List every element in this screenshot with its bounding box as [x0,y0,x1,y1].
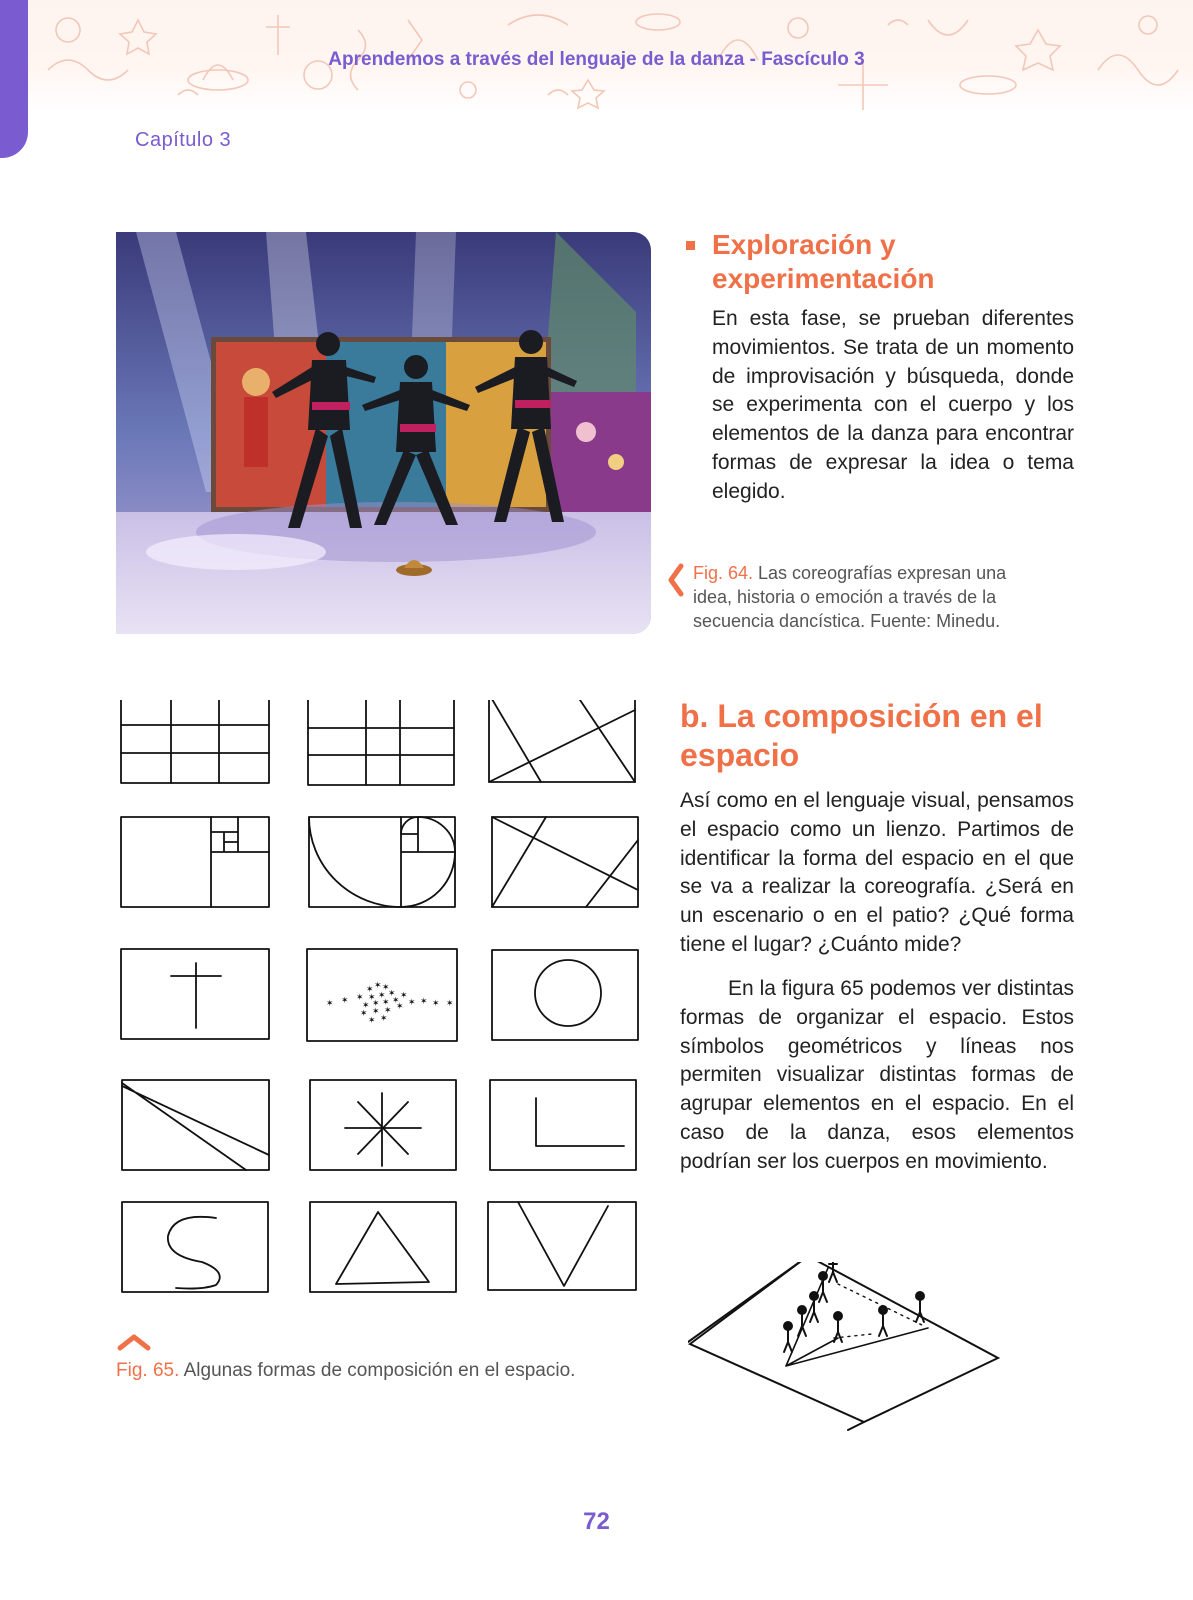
stage-formation-sketch [688,1262,1008,1432]
cross-diagram [121,949,269,1039]
composition-paragraph-2: En la figura 65 podemos ver distintas formas de organizar el espacio. Estos símbolos geométricos y líneas nos permiten visualizar distintas formas de agrupar elementos en el espacio. En el caso de la danza, esos elementos podrían ser los cuerpos en movimiento. [680,977,1074,1173]
chapter-tab-marker [0,0,28,158]
svg-text:✶: ✶ [380,1014,388,1024]
fig65-label: Fig. 65. [116,1360,180,1381]
s-curve-diagram [122,1202,268,1292]
booklet-title: Aprendemos a través del lenguaje de la danza - Fascículo 3 [328,49,865,70]
page-number: 72 [583,1508,610,1535]
grid-3x3-diagram [121,700,269,783]
section-bullet [686,241,695,250]
corner-angle-diagram [490,1080,636,1170]
composition-paragraph-1: Así como en el lenguaje visual, pensamos el espacio como un lienzo. Partimos de identificar la forma del espacio en el que se va a realizar la coreografía. ¿Será en un escenario o en el patio? ¿Qué forma tiene el lugar? ¿Cuánto mide? [680,789,1074,956]
svg-text:✶: ✶ [372,1007,380,1017]
converging-lines-diagram [122,1080,269,1170]
circle-diagram [492,950,638,1040]
crossing-diagonals-diagram [489,700,635,782]
fig64-text: Las coreografías expresan una idea, historia o emoción a través de la secuencia dancística. Fuente: Minedu. [693,563,1007,631]
chevron-up-icon [117,1333,151,1351]
golden-rectangle-diagram [121,817,269,907]
svg-text:✶: ✶ [372,999,380,1009]
dance-performance-photo [116,232,651,634]
composition-heading: b. La composición en el espacio [680,698,1043,773]
svg-text:✶: ✶ [374,981,382,991]
svg-text:✶: ✶ [356,993,364,1003]
svg-text:✶: ✶ [360,1009,368,1019]
chapter-label: Capítulo 3 [135,129,232,151]
chevron-left-icon [667,563,685,597]
fig64-label: Fig. 64. [693,563,754,583]
svg-text:✶: ✶ [368,1016,376,1026]
dancer-figure [879,1306,887,1336]
golden-spiral-diagram [309,817,455,907]
svg-text:✶: ✶ [366,985,374,995]
composition-diagrams [116,700,656,1330]
fig64-caption [693,561,1048,633]
exploration-heading: Exploración y experimentación [712,229,935,294]
svg-text:✶: ✶ [432,999,440,1009]
svg-text:✶: ✶ [341,996,349,1006]
dancer-figure [916,1292,924,1322]
dancer-figure [784,1322,792,1352]
fig65-text: Algunas formas de composición en el espacio. [179,1360,576,1381]
radial-star-diagram [310,1080,456,1170]
svg-text:✶: ✶ [388,989,396,999]
grid-3x3-irregular-diagram [308,700,454,785]
svg-text:✶: ✶ [362,1001,370,1011]
svg-text:✶: ✶ [446,999,454,1009]
svg-text:✶: ✶ [326,999,334,1009]
svg-text:✶: ✶ [378,991,386,1001]
svg-text:✶: ✶ [400,991,408,1001]
svg-text:✶: ✶ [368,993,376,1003]
svg-text:✶: ✶ [382,998,390,1008]
exploration-paragraph: En esta fase, se prueban diferentes movimientos. Se trata de un momento de improvisación y búsqueda, donde se experimenta con el cuerpo y los elementos de la danza para encontrar formas de expresar la idea o tema elegido. [712,307,1074,503]
svg-text:✶: ✶ [392,996,400,1006]
svg-text:✶: ✶ [382,983,390,993]
svg-text:✶: ✶ [396,1002,404,1012]
svg-text:✶: ✶ [408,998,416,1008]
v-shape-diagram [488,1202,636,1290]
diagonal-lines-diagram [492,817,638,907]
svg-text:✶: ✶ [420,997,428,1007]
fig65-caption [116,1360,575,1382]
triangle-diagram [310,1202,456,1292]
svg-text:✶: ✶ [384,1006,392,1016]
